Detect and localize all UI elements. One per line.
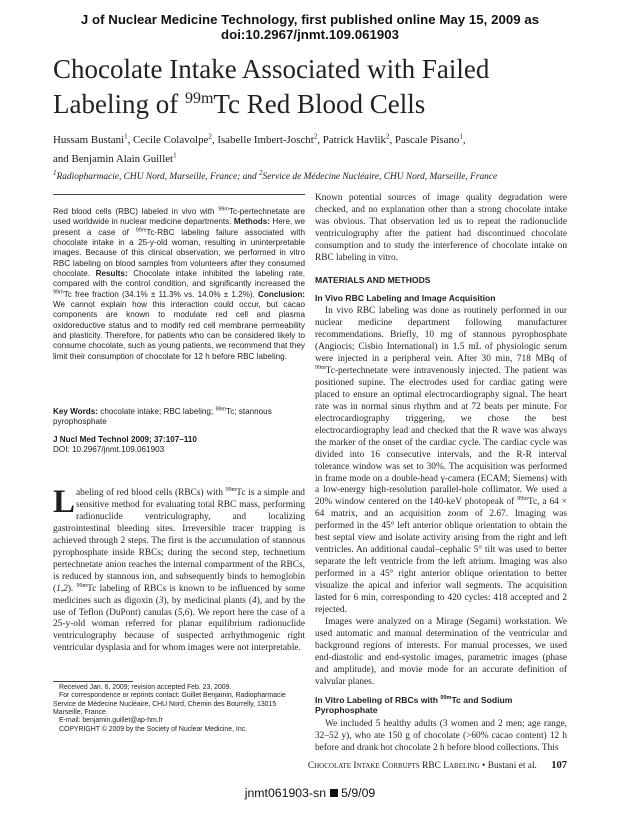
abstract-rule: [53, 194, 305, 195]
introduction: Labeling of red blood cells (RBCs) with $^{99m}$Tc is a simple and sensitive method for evaluating total RBC mass, performing radionuclide ventriculography, and localizing gastrointestinal bleeding sites. Irreversible tracer trapping is achieved through 2 steps. The first is the accumulation of stannous pyrophosphate inside RBCs; during the second step, technetium pertechnetate anion reaches the internal compartment of the RBCs, is reduced by stannous ion, and subsequently binds to hemoglobin (1,2). $^{99m}$Tc labeling of RBCs is known to be influenced by some medicines such as digoxin (3), by medicinal plants (4), and by the use of Teflon (DuPont) canulas (5,6). We report here the case of a 25-y-old woman referred for planar equilibrium radionuclide ventriculography because of suspected arrhythmogenic right ventricular dysplasia and for whom images were not interpretable.: [53, 484, 305, 654]
running-authors: Bustani et al.: [487, 761, 537, 771]
copyright: COPYRIGHT © 2009 by the Society of Nuclear Medicine, Inc.: [59, 725, 248, 733]
drop-cap: L: [53, 484, 76, 520]
abstract: Red blood cells (RBC) labeled in vivo with $^{99m}$Tc-pertechnetate are used worldwide in nuclear medicine departments. Methods: Here, we present a case of $^{99m}$Tc-RBC labeling failure associated with chocolate intake in a 25-y-old woman, resulting in uninterpretable images. Because of this clinical observation, we performed in vitro RBC labeling on blood samples from volunteers after they consumed chocolate. Results: Chocolate intake inhibited the labeling rate, compared with the control condition, and significantly increased the $^{99m}$Tc free fraction (34.1% ± 11.3% vs. 14.0% ± 1.2%). Conclusion: We cannot explain how this interaction could occur, but cacao components are known to modulate red cell and plasma oxidoreductive status and to modify red cell membrane permeability and plasticity. Therefore, for patients who can be considered likely to consume chocolate, such as young patients, we recommend that they limit their consumption of chocolate for 12 h before RBC labeling.: [53, 206, 306, 361]
bullet: •: [482, 761, 486, 771]
subsection-heading: In Vitro Labeling of RBCs with $^{99m}$Tc and Sodium Pyrophosphate: [315, 694, 513, 716]
journal-banner: J of Nuclear Medicine Technology, first published online May 15, 2009 as doi:10.2967/jnmt.109.061903: [80, 12, 540, 42]
paragraph: Known potential sources of image quality degradation were checked, and no explanation other than a strong chocolate intake was obvious. That observation led us to repeat the radionuclide ventriculography after the patient had discontinued chocolate consumption and to study the interference of chocolate intake on RBC labeling in vitro.: [315, 193, 567, 263]
author: Hussam Bustani$^1$,: [53, 132, 134, 146]
square-icon: [330, 789, 338, 797]
reference[interactable]: 3: [158, 595, 164, 606]
author: Patrick Havlik$^2$,: [322, 132, 395, 146]
paragraph: Images were analyzed on a Mirage (Segami) workstation. We used automatic and manual determination of the ventricular and background regions of interests. For manual processes, we used end-diastolic and end-systolic images, parametric images (phase and amplitude), and movie mode for an accurate definition of valvular planes.: [315, 616, 567, 687]
section-heading: MATERIALS AND METHODS: [315, 274, 431, 285]
author: Cecile Colavolpe$^2$,: [133, 132, 218, 146]
running-title: Chocolate Intake Corrupts RBC Labeling: [307, 761, 480, 771]
paragraph: We included 5 healthy adults (3 women and 2 men; age range, 32–52 y), who ate 150 g of chocolate (>60% cacao content) 12 h before and drank hot chocolate 2 h before blood collections. This: [315, 718, 567, 753]
author: Pascale Pisano$^1$,: [394, 132, 466, 146]
journal-citation: J Nucl Med Technol 2009; 37:107–110: [53, 435, 197, 444]
author-list: [53, 129, 563, 167]
title-line-2: Labeling of $^{99m}$Tc Red Blood Cells: [53, 89, 426, 119]
reference[interactable]: 1,2: [56, 583, 68, 594]
results-label: Results:: [95, 269, 128, 279]
reference[interactable]: 5,6: [177, 607, 190, 618]
author: Isabelle Imbert-Joscht$^2$,: [217, 132, 323, 146]
key-words: Key Words: chocolate intake; RBC labeling; $^{99m}$Tc; stannous pyrophosphate: [53, 406, 272, 427]
doi: DOI: 10.2967/jnmt.109.061903: [53, 445, 165, 455]
author: and Benjamin Alain Guillet$^1$: [53, 151, 177, 165]
citation: [53, 435, 305, 456]
page-number: 107: [551, 760, 567, 771]
article-title: [53, 52, 553, 122]
manuscript-code: jnmt061903-sn 5/9/09: [244, 786, 376, 800]
received-date: Received Jan. 6, 2009; revision accepted Feb. 23, 2009.: [59, 684, 232, 691]
title-line-1: Chocolate Intake Associated with Failed: [53, 54, 490, 84]
methods-label: Methods:: [233, 217, 270, 227]
reference[interactable]: 4: [252, 595, 257, 606]
subsection-heading: In Vivo RBC Labeling and Image Acquisition: [315, 292, 496, 303]
affiliations: $^1$Radiopharmacie, CHU Nord, Marseille, France; and $^2$Service de Médecine Nucléaire, CHU Nord, Marseille, France: [53, 169, 498, 183]
correspondence: For correspondence or reprints contact: Guillet Benjamin, Radiopharmacie Service de Médecine Nucléaire, CHU Nord, Chemin des Bourrelly, 13015 Marseille, France.: [53, 692, 286, 717]
footnote-rule: [53, 681, 133, 682]
conclusion-label: Conclusion:: [258, 289, 305, 299]
email[interactable]: E-mail: benjamin.guillet@ap-hm.fr: [59, 717, 163, 725]
footnote: [53, 684, 305, 734]
running-footer: [308, 760, 567, 771]
right-column: [315, 193, 567, 755]
paragraph: In vivo RBC labeling was done as routinely performed in our nuclear medicine department following manufacturer recommendations. Briefly, 10 mg of stannous pyrophosphate (Angiocis; Cisbio International) in 1.5 mL of physiologic serum were injected in a peripheral vein. After 30 min, 718 MBq of $^{99m}$Tc-pertechnetate were intravenously injected. The patient was positioned supine. The electrodes used for cardiac gating were placed to ensure an optimal electrocardiography signal. The heart rate was in normal sinus rhythm and at 72 beats per minute. For electrocardiography triggering, we chose the best electrocardiography lead and checked that the R wave was always the marker of the onset of the cardiac cycle. The cardiac cycle was divided into 16 consecutive intervals, and the R-R interval tolerance window was set to 30%. The acquisition was performed in frame mode on a double-head γ-camera (ECAM; Siemens) with a low-energy high-resolution parallel-hole collimator. We used a 20% window centered on the 140-keV photopeak of $^{99m}$Tc, a 64 × 64 matrix, and an acquisition zoom of 2.67. Imaging was performed in the 45° left anterior oblique orientation to obtain the best septal view and isolate activity arising from the right and left ventricles. An additional caudal–cephalic 5° tilt was used to better separate the left ventricle from the left atrium. Imaging was also performed in a 45° right anterior oblique orientation to better visualize the apical and inferior wall segments. The acquisition lasted for 6 min, corresponding to 420 cycles: 418 accepted and 2 rejected.: [315, 306, 567, 615]
